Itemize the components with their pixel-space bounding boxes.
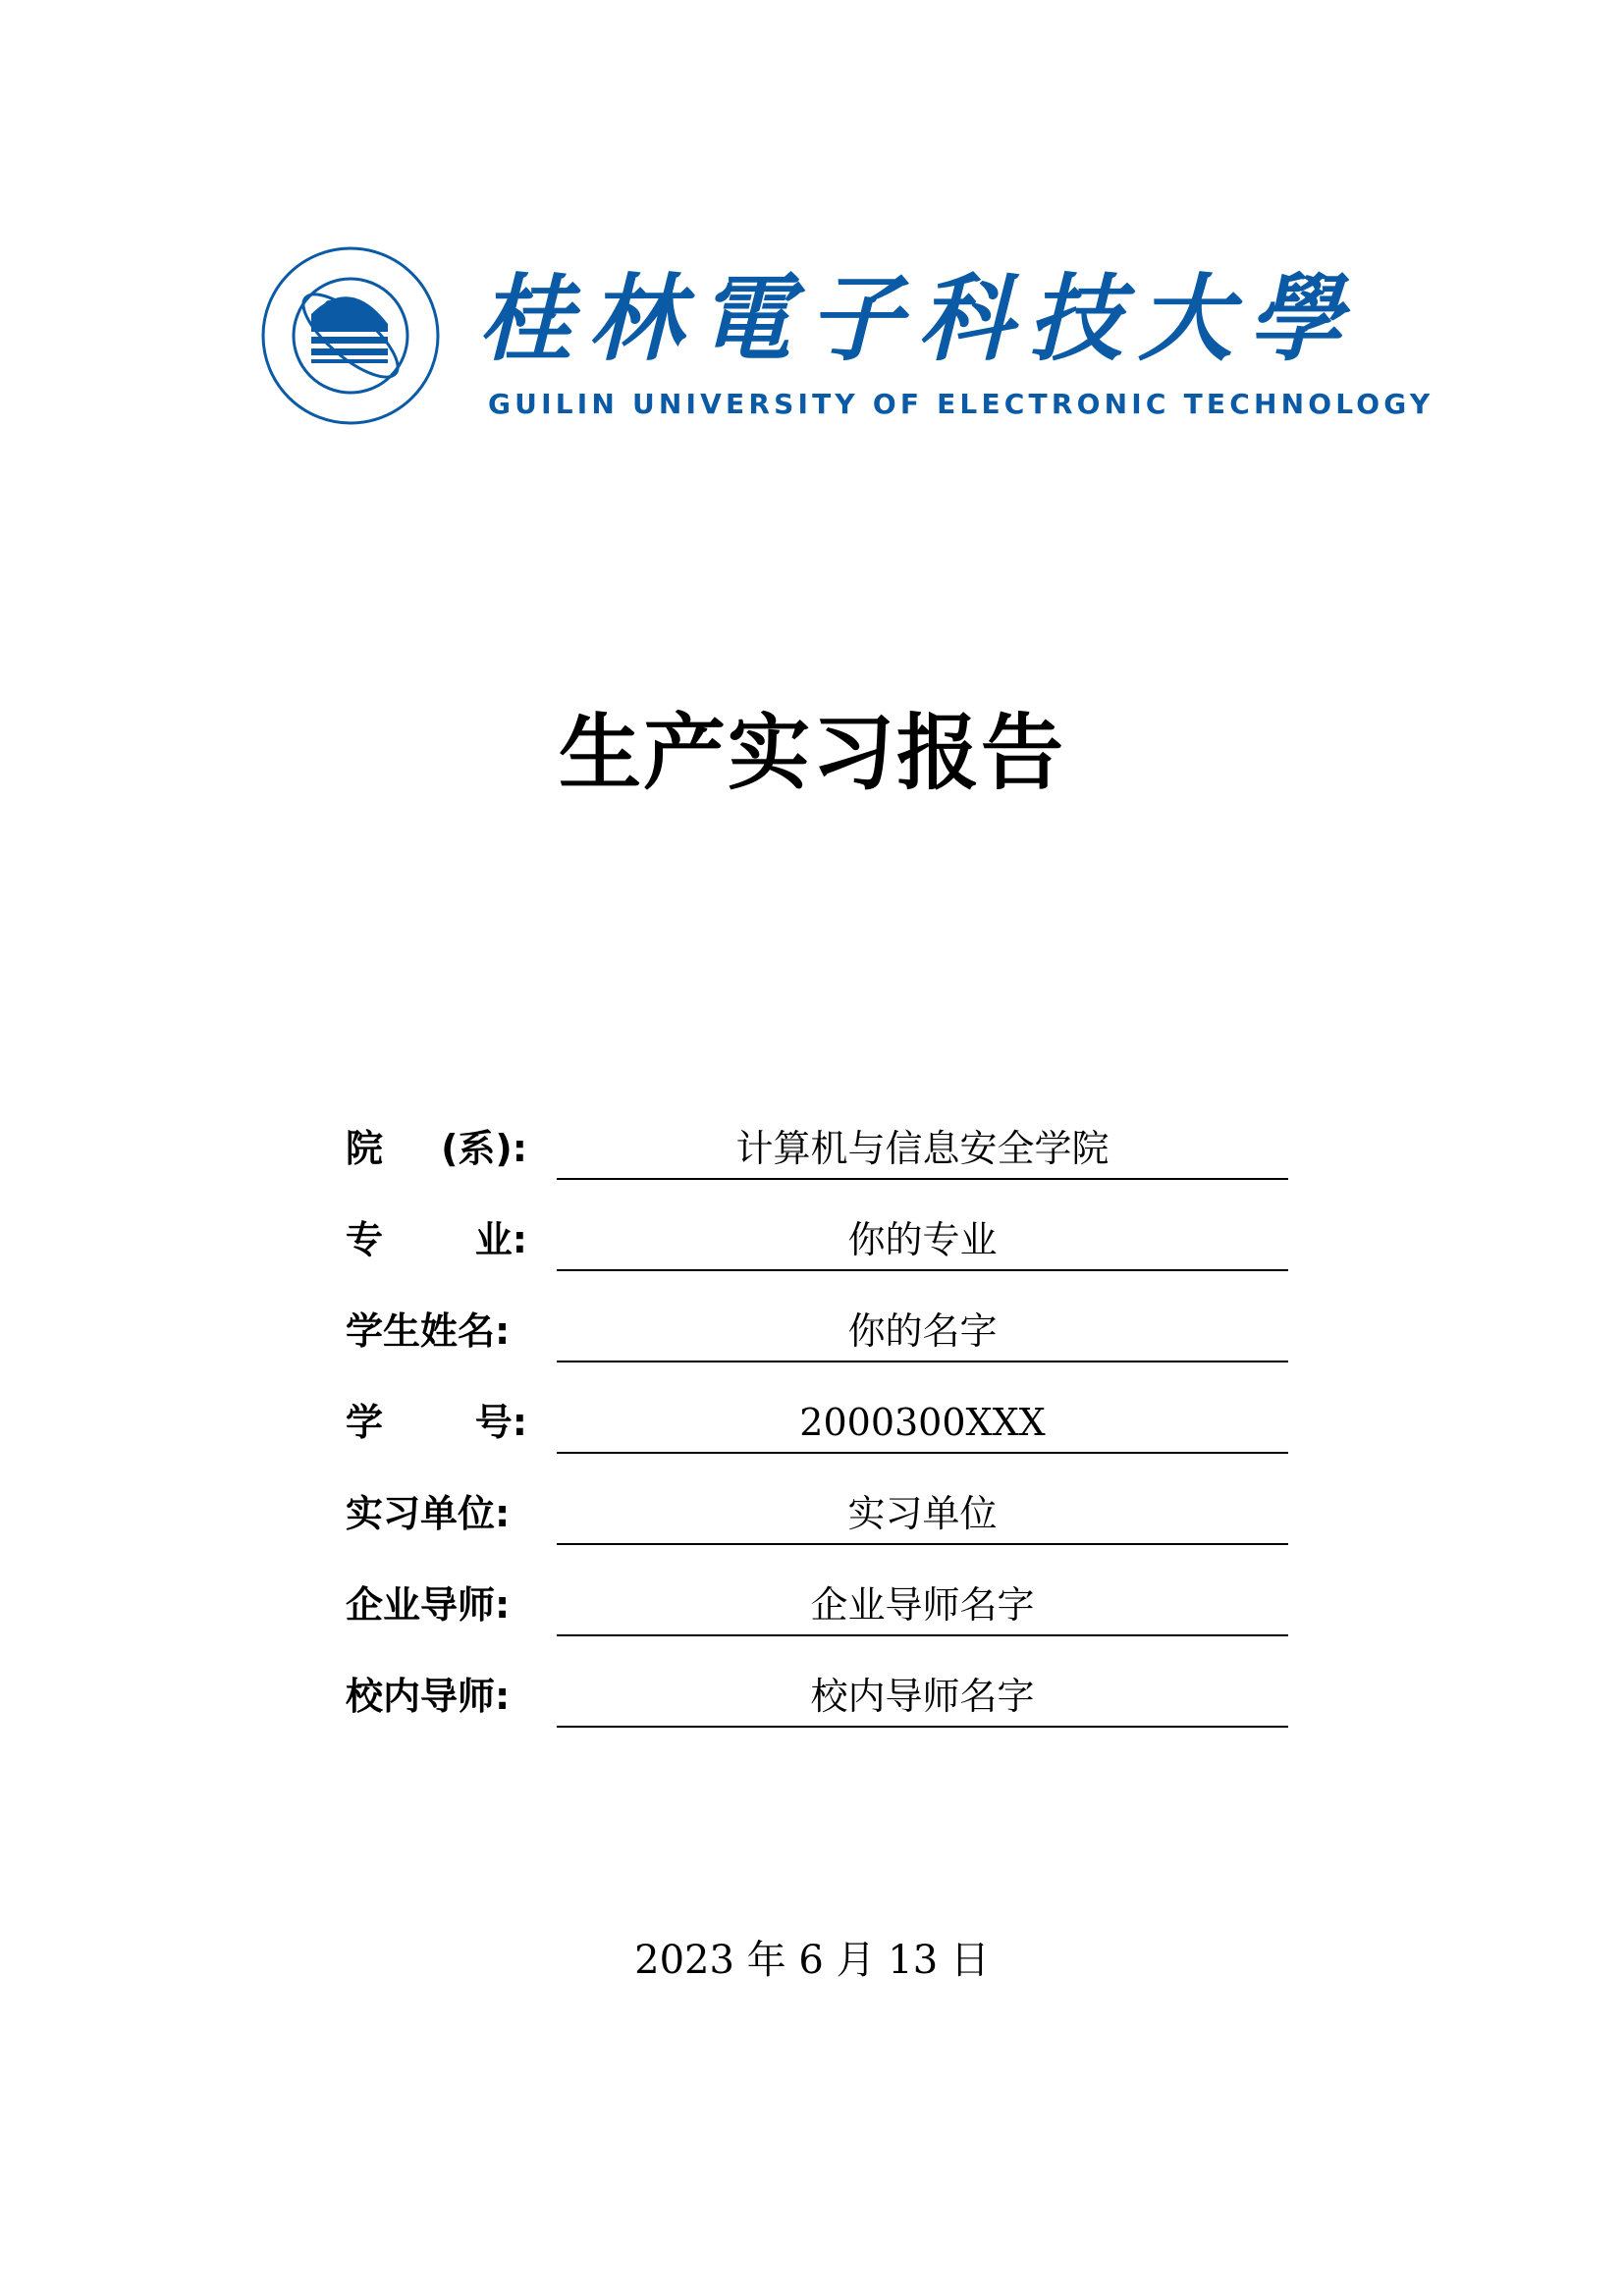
field-value: 实习单位	[557, 1490, 1288, 1545]
university-emblem-icon	[260, 245, 442, 427]
label-part: 业:	[474, 1218, 527, 1261]
field-department	[346, 1119, 1290, 1178]
label-part: 校内导师:	[346, 1675, 511, 1718]
field-value: 计算机与信息安全学院	[557, 1125, 1288, 1180]
field-value: 2000300XXX	[557, 1399, 1288, 1454]
university-name-en: GUILIN UNIVERSITY OF ELECTRONIC TECHNOLOGY	[488, 388, 1435, 420]
report-date: 2023 年 6 月 13 日	[634, 1938, 990, 1983]
report-title: 生产实习报告	[558, 705, 1065, 801]
label-part: 专	[346, 1218, 384, 1261]
label-part: 实习单位:	[346, 1492, 511, 1535]
field-label	[346, 1209, 527, 1263]
field-internship-unit	[346, 1484, 1290, 1543]
university-logo	[260, 245, 1435, 432]
field-label	[346, 1118, 527, 1172]
field-value: 你的专业	[557, 1216, 1288, 1271]
university-name-cn: 桂林電子科技大學	[478, 264, 1358, 374]
label-part: 学生姓名:	[346, 1309, 511, 1353]
field-major	[346, 1210, 1290, 1269]
field-value: 你的名字	[557, 1308, 1288, 1362]
field-label	[346, 1392, 527, 1446]
field-label	[346, 1666, 527, 1720]
label-part: 企业导师:	[346, 1583, 511, 1627]
field-value: 校内导师名字	[557, 1673, 1288, 1728]
field-school-mentor	[346, 1667, 1290, 1726]
field-value: 企业导师名字	[557, 1581, 1288, 1636]
field-student-name	[346, 1302, 1290, 1361]
label-part: (系):	[441, 1127, 527, 1170]
label-part: 号:	[474, 1401, 527, 1444]
field-label	[346, 1575, 527, 1629]
field-label	[346, 1301, 527, 1355]
field-label	[346, 1483, 527, 1537]
label-part: 学	[346, 1401, 384, 1444]
label-part: 院	[346, 1127, 384, 1170]
field-company-mentor	[346, 1575, 1290, 1634]
field-student-id	[346, 1393, 1290, 1452]
